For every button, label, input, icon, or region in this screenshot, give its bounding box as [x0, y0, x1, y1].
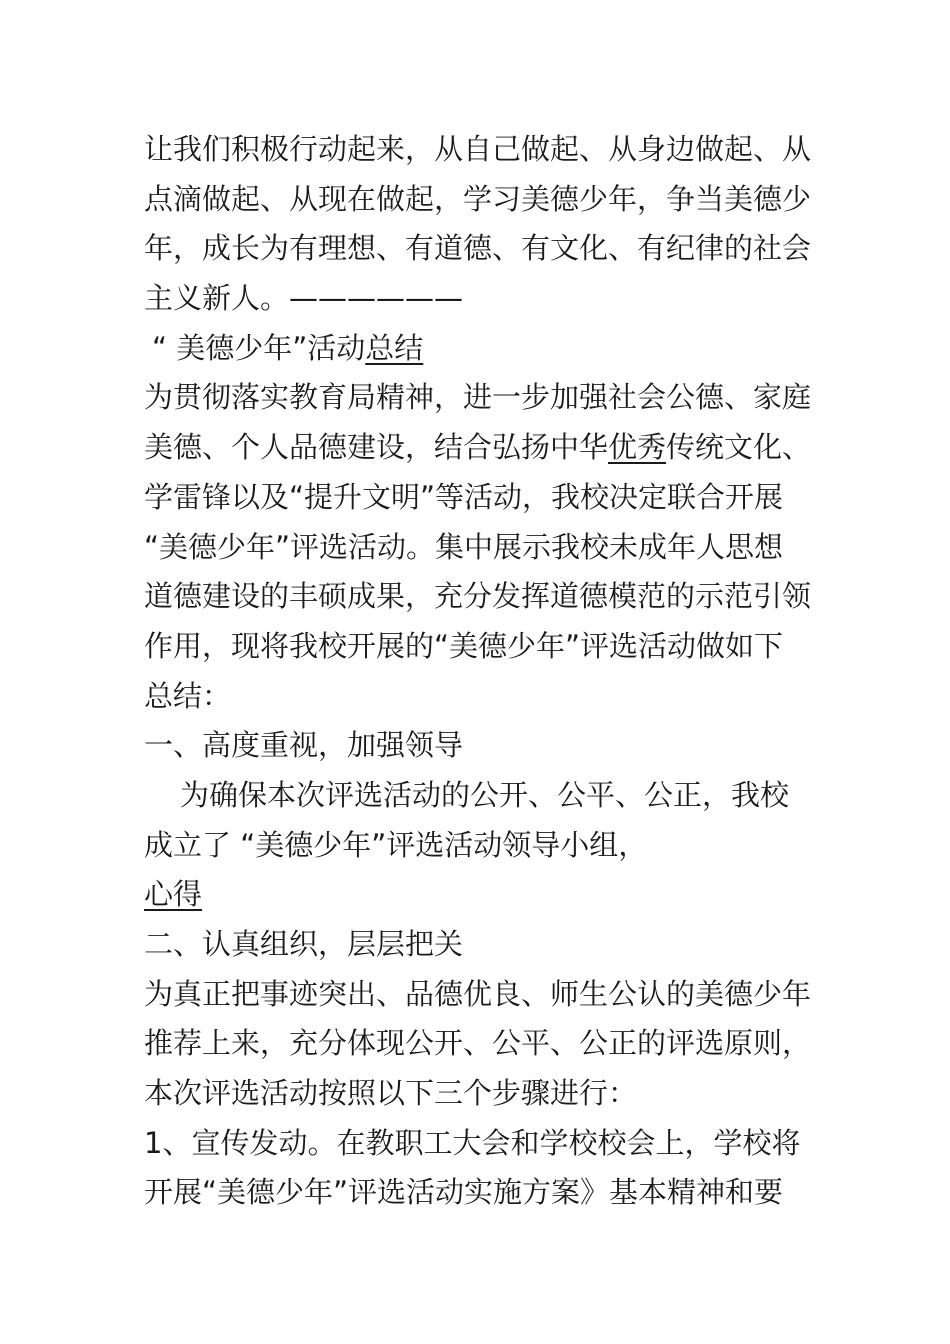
paragraph-line: 开展“美德少年”评选活动实施方案》基本精神和要	[144, 1175, 784, 1210]
paragraph-line: 1、宣传发动。在教职工大会和学校校会上，学校将	[144, 1125, 801, 1160]
paragraph-line: 成立了 “美德少年”评选活动领导小组，	[144, 827, 648, 862]
section-heading: 一、高度重视，加强领导	[144, 728, 464, 763]
section-heading: 二、认真组织，层层把关	[144, 927, 464, 961]
paragraph-line: 为贯彻落实教育局精神，进一步加强社会公德、家庭	[144, 380, 812, 415]
paragraph-line: “美德少年”评选活动。集中展示我校未成年人思想	[144, 529, 784, 564]
paragraph-line	[144, 423, 814, 473]
paragraph-line: 推荐上来，充分体现公开、公平、公正的评选原则，	[144, 1026, 812, 1061]
paragraph-line: 为真正把事迹突出、品德优良、师生公认的美德少年	[144, 976, 812, 1011]
paragraph-line: 本次评选活动按照以下三个步骤进行：	[144, 1076, 638, 1111]
section-title-text: “ 美德少年”活动	[152, 330, 366, 365]
summary-link[interactable]: 总结	[365, 330, 424, 365]
paragraph-line: 学雷锋以及“提升文明”等活动，我校决定联合开展	[144, 479, 784, 514]
section-title	[144, 324, 814, 374]
line-text: 美德、个人品德建设，结合弘扬中华	[144, 430, 609, 465]
document-body	[144, 125, 814, 1218]
excellent-link[interactable]: 优秀	[608, 430, 667, 465]
paragraph-line: 主义新人。——————	[144, 281, 464, 316]
experience-link[interactable]: 心得	[144, 877, 203, 912]
paragraph-line: 为确保本次评选活动的公开、公平、公正，我校	[180, 777, 790, 812]
paragraph-line: 道德建设的丰硕成果，充分发挥道德模范的示范引领	[144, 579, 812, 614]
paragraph-line: 年，成长为有理想、有道德、有文化、有纪律的社会	[144, 231, 812, 266]
paragraph-line: 点滴做起、从现在做起，学习美德少年，争当美德少	[144, 181, 812, 216]
paragraph-line: 让我们积极行动起来，从自己做起、从身边做起、从	[144, 132, 812, 166]
paragraph-line: 作用，现将我校开展的“美德少年”评选活动做如下	[144, 628, 784, 663]
paragraph-line: 总结：	[144, 678, 232, 713]
line-text: 传统文化、	[666, 430, 812, 465]
paragraph-line	[144, 870, 814, 920]
